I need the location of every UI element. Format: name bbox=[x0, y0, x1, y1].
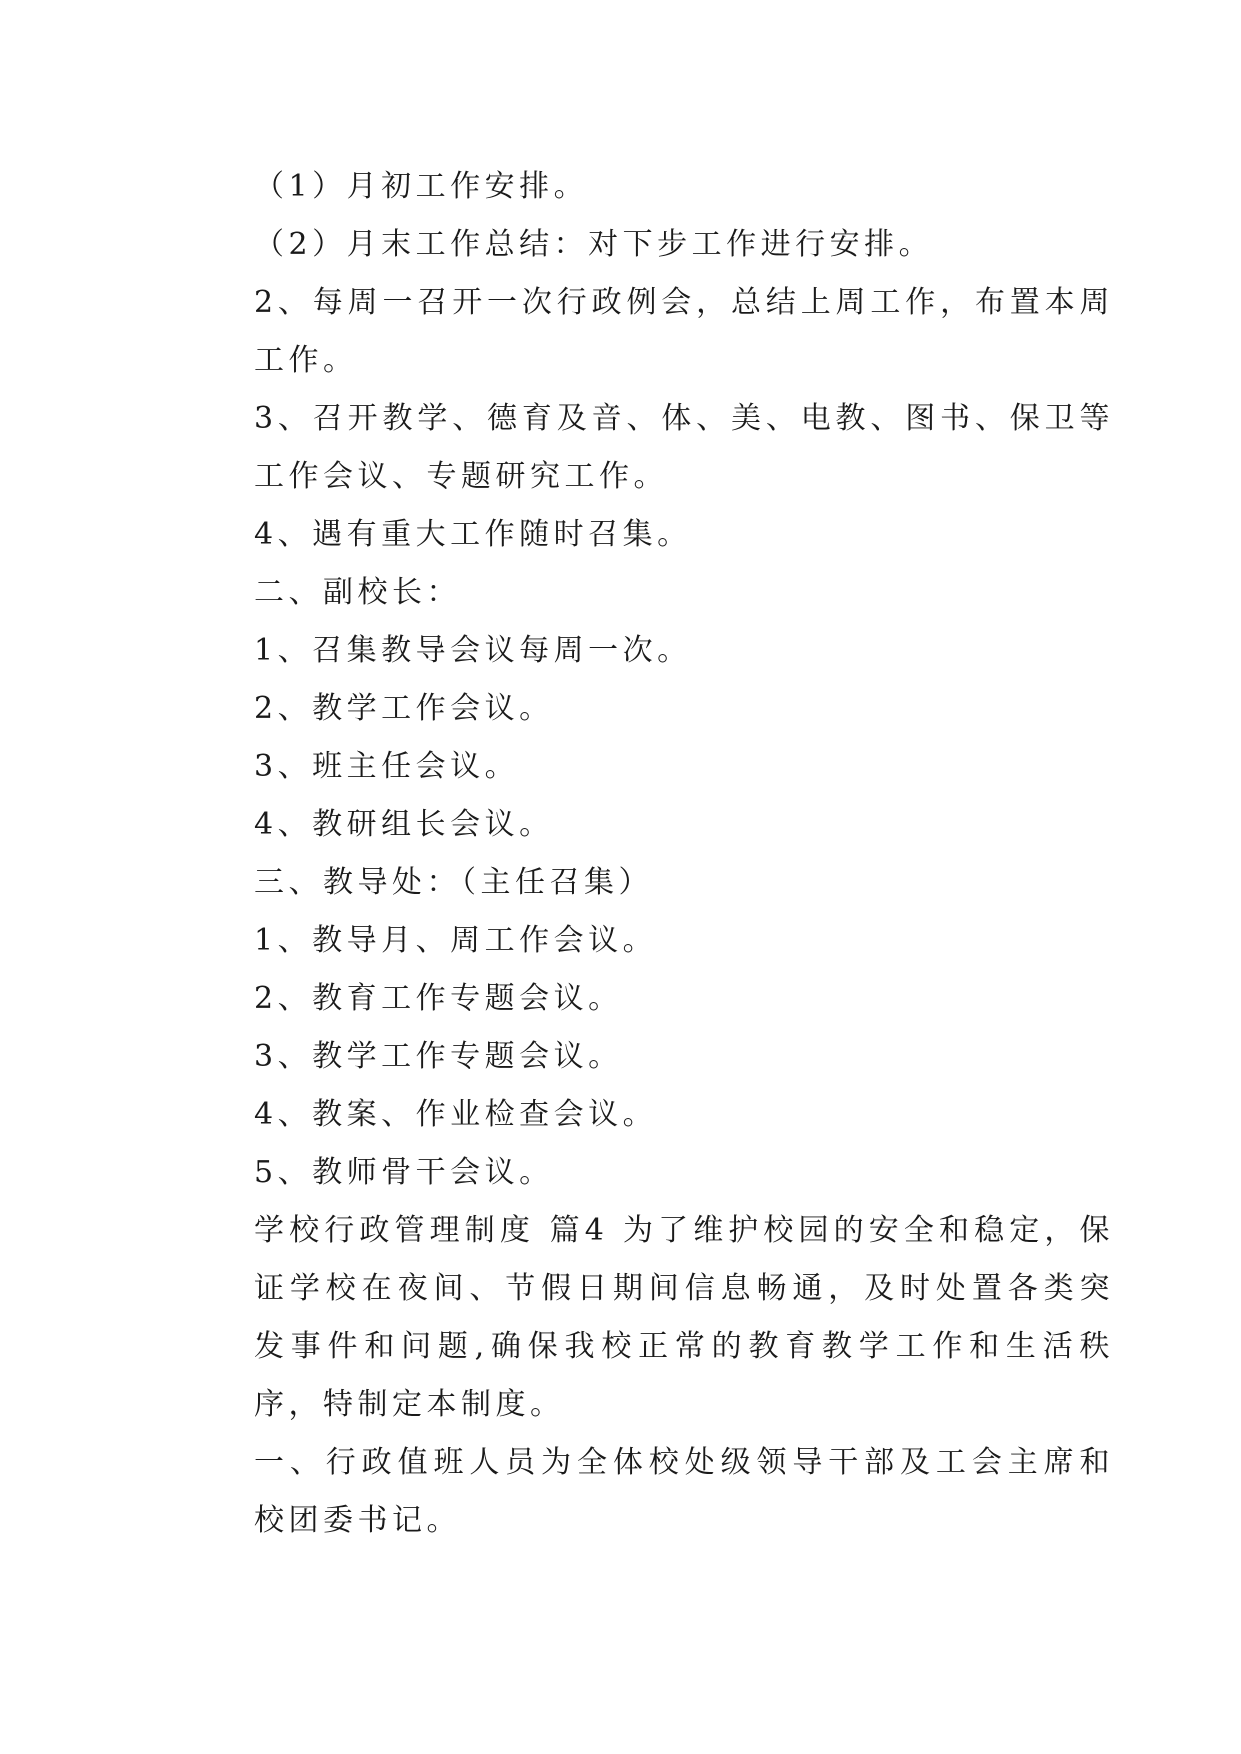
paragraph-8: 3、班主任会议。 bbox=[254, 749, 520, 784]
paragraph-11: 2、教育工作专题会议。 bbox=[254, 981, 623, 1016]
paragraph-12: 3、教学工作专题会议。 bbox=[254, 1039, 623, 1074]
paragraph-10: 1、教导月、周工作会议。 bbox=[254, 923, 658, 958]
section-heading-academic-office: 三、教导处：（主任召集） bbox=[254, 865, 653, 900]
paragraph-16: 一、行政值班人员为全体校处级领导干部及工会主席和校团委书记。 bbox=[254, 1445, 1114, 1538]
paragraph-3: 2、每周一召开一次行政例会，总结上周工作，布置本周工作。 bbox=[254, 285, 1114, 378]
paragraph-9: 4、教研组长会议。 bbox=[254, 807, 554, 842]
paragraph-13: 4、教案、作业检查会议。 bbox=[254, 1097, 658, 1132]
paragraph-15: 学校行政管理制度 篇4 为了维护校园的安全和稳定，保证学校在夜间、节假日期间信息畅通，及时处置各类突发事件和问题,确保我校正常的教育教学工作和生活秩序，特制定本制度。 bbox=[254, 1213, 1114, 1422]
paragraph-2: （2）月末工作总结：对下步工作进行安排。 bbox=[254, 227, 934, 262]
paragraph-5: 4、遇有重大工作随时召集。 bbox=[254, 517, 692, 552]
paragraph-4: 3、召开教学、德育及音、体、美、电教、图书、保卫等工作会议、专题研究工作。 bbox=[254, 401, 1114, 494]
paragraph-7: 2、教学工作会议。 bbox=[254, 691, 554, 726]
paragraph-1: （1）月初工作安排。 bbox=[254, 169, 589, 204]
paragraph-14: 5、教师骨干会议。 bbox=[254, 1155, 554, 1190]
section-heading-vice-principal: 二、副校长： bbox=[254, 575, 461, 610]
paragraph-6: 1、召集教导会议每周一次。 bbox=[254, 633, 692, 668]
